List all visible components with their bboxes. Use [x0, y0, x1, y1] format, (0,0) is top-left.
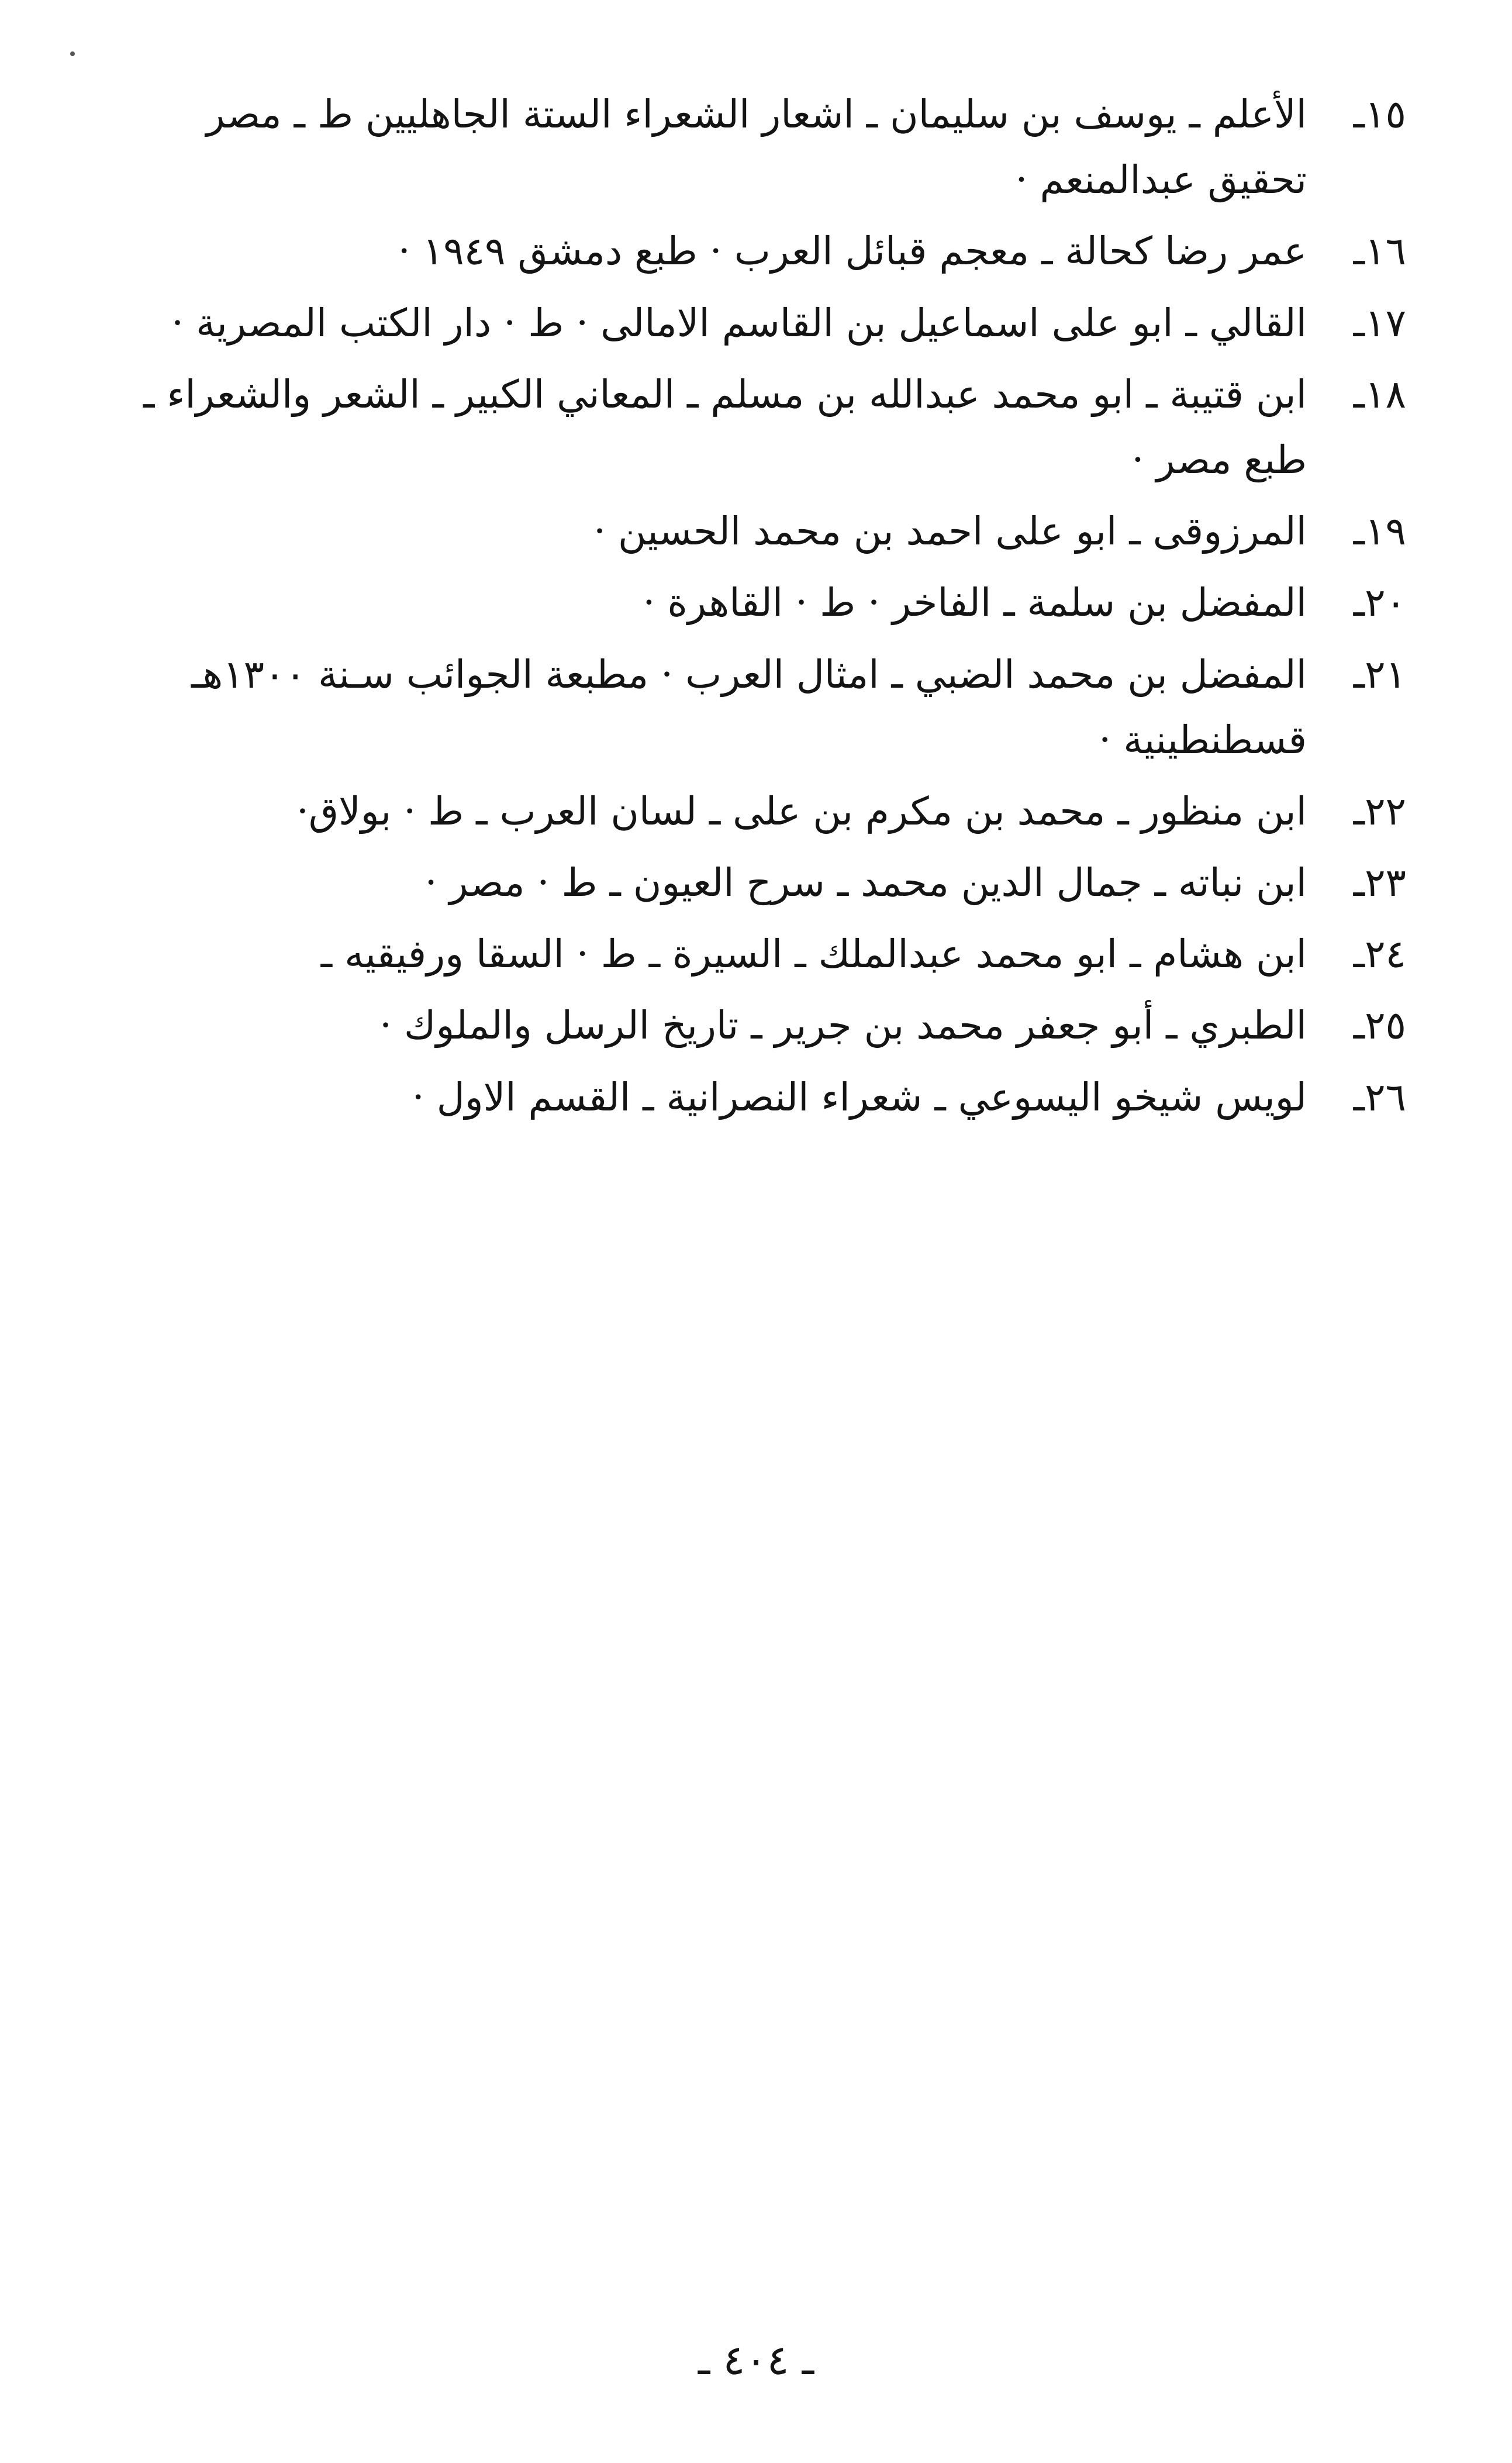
reference-text: المفضل بن سلمة ـ الفاخر · ط · القاهرة ·	[643, 580, 1307, 626]
reference-entry	[126, 219, 1406, 284]
reference-text: المفضل بن محمد الضبي ـ امثال العرب · مطبعة الجوائب سـنة ١٣٠٠هـ قسطنطينية ·	[191, 651, 1307, 763]
reference-number: ٢٣ـ	[1353, 860, 1406, 906]
reference-entry	[126, 993, 1406, 1058]
reference-text: لويس شيخو اليسوعي ـ شعراء النصرانية ـ القسم الاول ·	[412, 1074, 1307, 1120]
reference-text: عمر رضا كحالة ـ معجم قبائل العرب · طبع دمشق ١٩٤٩ ·	[398, 229, 1307, 274]
reference-number: ١٥ـ	[1353, 92, 1406, 137]
reference-number: ١٩ـ	[1353, 509, 1406, 554]
references-list	[126, 82, 1406, 1136]
reference-number: ١٧ـ	[1353, 300, 1406, 346]
reference-text: ابن نباته ـ جمال الدين محمد ـ سرح العيون ـ ط · مصر ·	[424, 860, 1307, 906]
reference-text: المرزوقى ـ ابو على احمد بن محمد الحسين ·	[593, 509, 1307, 554]
reference-number: ٢١ـ	[1353, 651, 1406, 697]
reference-entry	[126, 922, 1406, 987]
reference-entry	[126, 499, 1406, 564]
reference-number: ٢٤ـ	[1353, 932, 1406, 977]
reference-entry	[126, 362, 1406, 493]
reference-text: ابن منظور ـ محمد بن مكرم بن على ـ لسان العرب ـ ط · بولاق·	[296, 788, 1307, 834]
reference-text: ابن هشام ـ ابو محمد عبدالملك ـ السيرة ـ ط · السقا ورفيقيه ـ	[320, 932, 1307, 977]
reference-text: القالي ـ ابو على اسماعيل بن القاسم الامالى · ط · دار الكتب المصرية ·	[171, 300, 1307, 346]
reference-entry	[126, 82, 1406, 213]
page-number: ـ ٤٠٤ ـ	[698, 2336, 814, 2384]
reference-text: الطبري ـ أبو جعفر محمد بن جرير ـ تاريخ الرسل والملوك ·	[379, 1003, 1307, 1048]
stray-mark-top-left	[70, 51, 75, 56]
reference-number: ٢٦ـ	[1353, 1074, 1406, 1120]
reference-number: ٢٢ـ	[1353, 788, 1406, 834]
reference-number: ١٨ـ	[1353, 371, 1406, 417]
reference-entry	[126, 642, 1406, 773]
reference-entry	[126, 570, 1406, 636]
reference-entry	[126, 850, 1406, 916]
reference-text: الأعلم ـ يوسف بن سليمان ـ اشعار الشعراء الستة الجاهليين ط ـ مصر تحقيق عبدالمنعم ·	[206, 92, 1307, 203]
reference-number: ٢٥ـ	[1353, 1003, 1406, 1048]
reference-entry	[126, 779, 1406, 844]
reference-entry	[126, 291, 1406, 356]
reference-entry	[126, 1065, 1406, 1130]
reference-text: ابن قتيبة ـ ابو محمد عبدالله بن مسلم ـ المعاني الكبير ـ الشعر والشعراء ـ طبع مصر ·	[143, 371, 1307, 482]
reference-number: ٢٠ـ	[1353, 580, 1406, 626]
reference-number: ١٦ـ	[1353, 229, 1406, 274]
